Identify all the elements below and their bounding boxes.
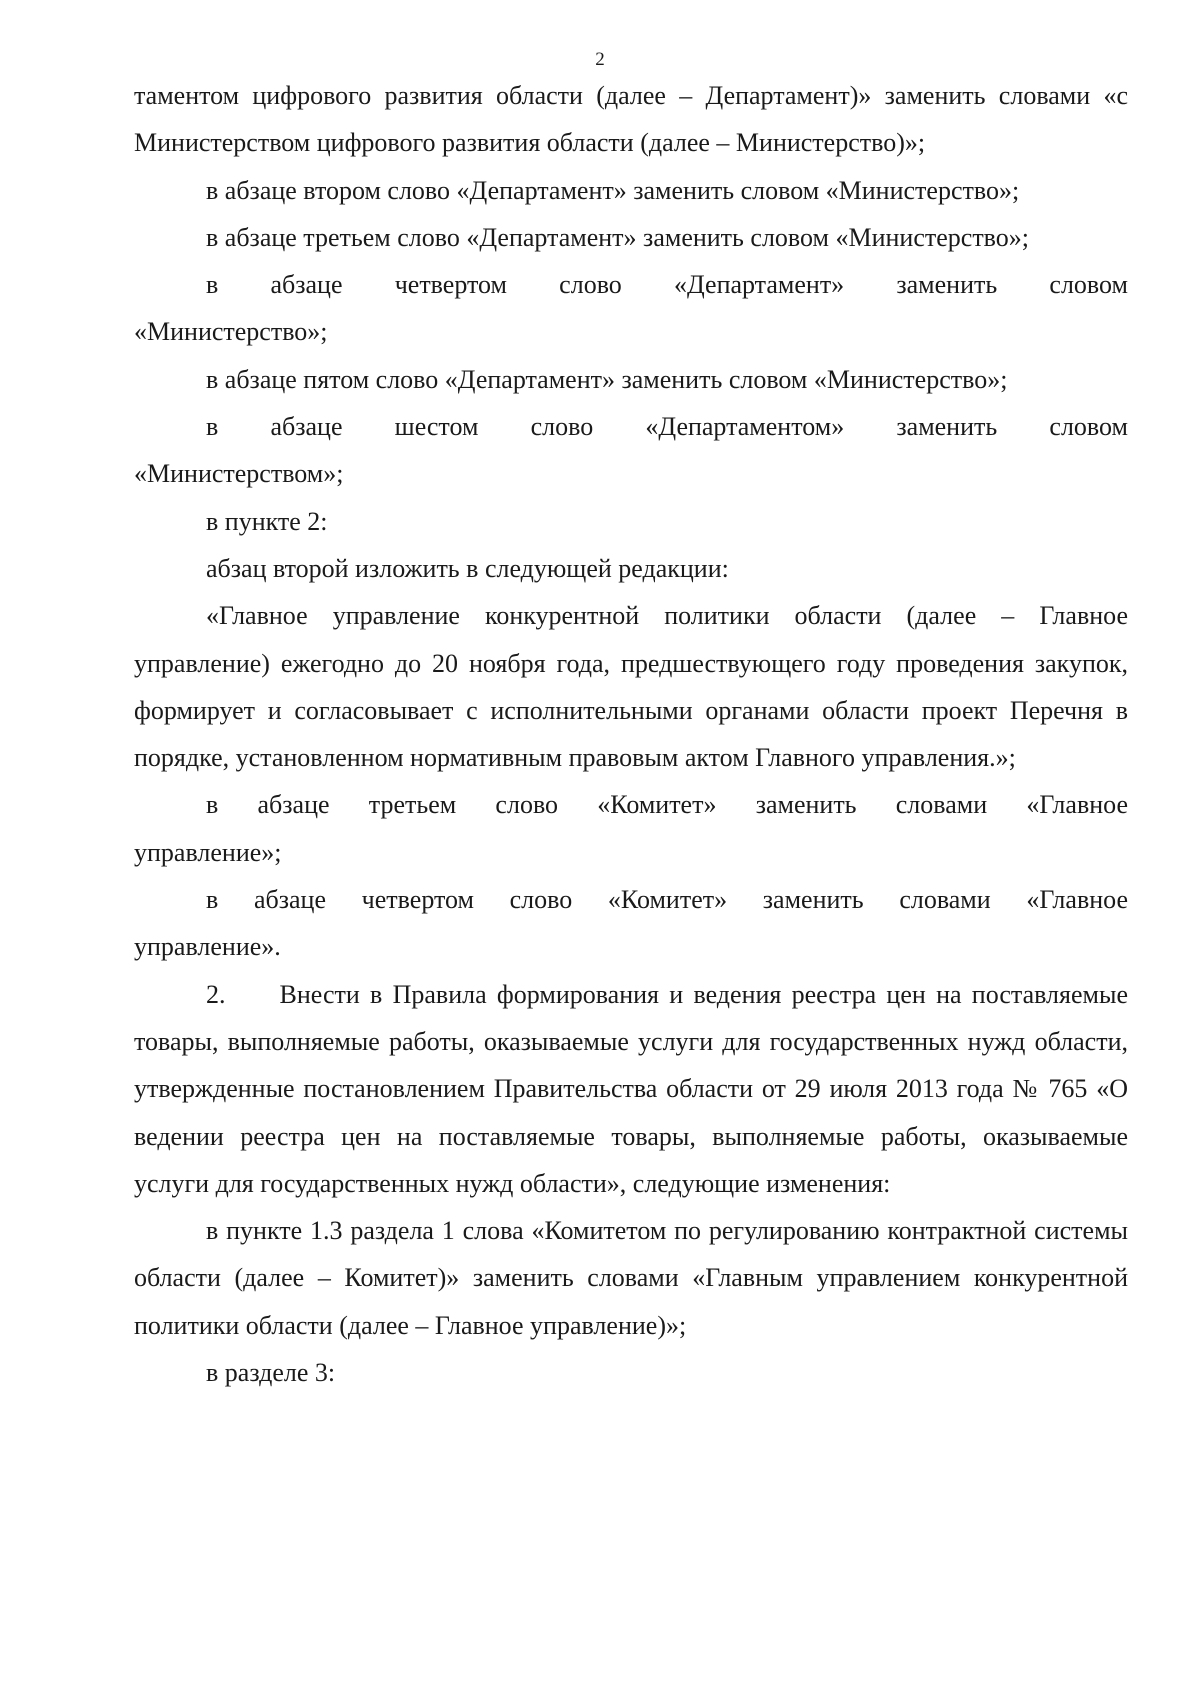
paragraph: в пункте 2: xyxy=(206,506,328,536)
document-body xyxy=(134,72,1128,1396)
paragraph: в абзаце третьем слово «Комитет» заменить словами «Главное xyxy=(206,790,1128,820)
page-number: 2 xyxy=(595,49,605,70)
item-number: 2. xyxy=(206,979,226,1009)
paragraph: в разделе 3: xyxy=(206,1358,336,1388)
paragraph: управление». xyxy=(134,932,281,962)
numbered-paragraph xyxy=(134,971,1128,1207)
numbered-paragraph-text: Внести в Правила формирования и ведения реестра цен на поставляемые товары, выполняемые работы, оказываемые услуги для государственных нужд области, утвержденные постановлением Правительства области от 29 июля 2013 года № 765 «О ведении реестра цен на поставляемые товары, выполняемые работы, оказываемые услуги для государственных нужд области», следующие изменения: xyxy=(134,979,1128,1198)
paragraph: абзац второй изложить в следующей редакции: xyxy=(206,553,729,583)
paragraph: таментом цифрового развития области (далее – Департамент)» заменить словами «с Министерством цифрового развития области (далее – Министерство)»; xyxy=(134,81,1128,158)
paragraph: «Министерством»; xyxy=(134,459,344,489)
paragraph: в пункте 1.3 раздела 1 слова «Комитетом по регулированию контрактной системы области (далее – Комитет)» заменить словами «Главным управлением конкурентной политики области (далее – Главное управление)»; xyxy=(134,1216,1128,1340)
paragraph: в абзаце втором слово «Департамент» заменить словом «Министерство»; xyxy=(206,175,1020,205)
paragraph: в абзаце четвертом слово «Департамент» заменить словом xyxy=(206,270,1128,300)
paragraph: в абзаце четвертом слово «Комитет» заменить словами «Главное xyxy=(206,885,1128,915)
paragraph: «Министерство»; xyxy=(134,317,328,347)
paragraph: в абзаце шестом слово «Департаментом» заменить словом xyxy=(206,412,1128,442)
paragraph: управление»; xyxy=(134,837,282,867)
quoted-paragraph: «Главное управление конкурентной политики области (далее – Главное управление) ежегодно до 20 ноября года, предшествующего году проведения закупок, формирует и согласовывает с исполнительными органами области проект Перечня в порядке, установленном нормативным правовым актом Главного управления.»; xyxy=(134,601,1128,773)
paragraph: в абзаце третьем слово «Департамент» заменить словом «Министерство»; xyxy=(206,222,1029,252)
paragraph: в абзаце пятом слово «Департамент» заменить словом «Министерство»; xyxy=(206,364,1008,394)
